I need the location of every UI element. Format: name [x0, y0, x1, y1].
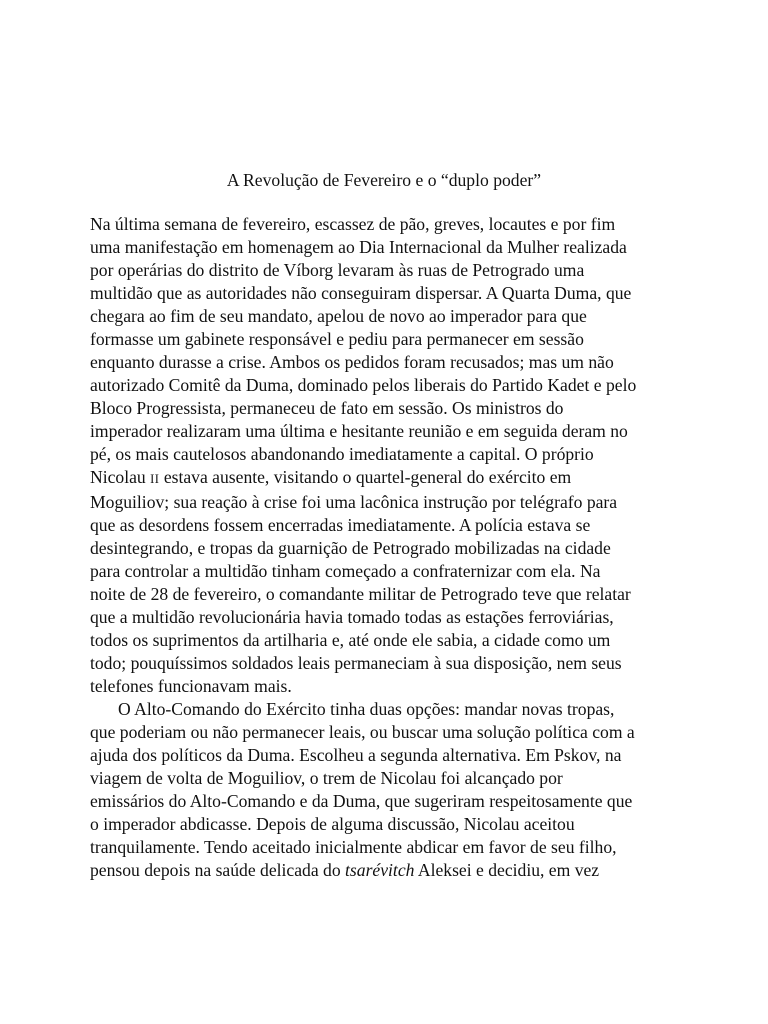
text-line: desintegrando, e tropas da guarnição de Petrogrado mobilizadas na cidade	[90, 538, 611, 558]
text-line: todo; pouquíssimos soldados leais permaneciam à sua disposição, nem seus	[90, 653, 622, 673]
text-line: O Alto-Comando do Exército tinha duas opções: mandar novas tropas,	[118, 699, 615, 719]
text-line: viagem de volta de Moguiliov, o trem de Nicolau foi alcançado por	[90, 768, 563, 788]
text-line: por operárias do distrito de Víborg levaram às ruas de Petrogrado uma	[90, 260, 585, 280]
text-line	[90, 466, 680, 491]
text-line: imperador realizaram uma última e hesitante reunião e em seguida deram no	[90, 421, 628, 441]
text-line: pé, os mais cautelosos abandonando imediatamente a capital. O próprio	[90, 444, 594, 464]
text-line: Bloco Progressista, permaneceu de fato em sessão. Os ministros do	[90, 398, 564, 418]
text-line: que as desordens fossem encerradas imediatamente. A polícia estava se	[90, 515, 591, 535]
text-line: para controlar a multidão tinham começado a confraternizar com ela. Na	[90, 561, 601, 581]
italic-term: tsarévitch	[345, 860, 415, 880]
chapter-title: A Revolução de Fevereiro e o “duplo poder”	[226, 170, 542, 190]
text-line: tranquilamente. Tendo aceitado inicialmente abdicar em favor de seu filho,	[90, 837, 617, 857]
text-line: chegara ao fim de seu mandato, apelou de novo ao imperador para que	[90, 306, 587, 326]
text-line: multidão que as autoridades não conseguiram dispersar. A Quarta Duma, que	[90, 283, 632, 303]
text-segment: Aleksei e decidiu, em vez	[414, 860, 600, 880]
text-line: Na última semana de fevereiro, escassez de pão, greves, locautes e por fim	[90, 214, 616, 234]
text-segment: estava ausente, visitando o quartel-general do exército em	[159, 467, 572, 487]
text-segment: Nicolau	[90, 467, 151, 487]
text-line: emissários do Alto-Comando e da Duma, que sugeriram respeitosamente que	[90, 791, 633, 811]
text-line: enquanto durasse a crise. Ambos os pedidos foram recusados; mas um não	[90, 352, 614, 372]
text-line: uma manifestação em homenagem ao Dia Internacional da Mulher realizada	[90, 237, 627, 257]
text-line: que poderiam ou não permanecer leais, ou buscar uma solução política com a	[90, 722, 635, 742]
text-line: noite de 28 de fevereiro, o comandante militar de Petrogrado teve que relatar	[90, 584, 631, 604]
text-line: formasse um gabinete responsável e pediu para permanecer em sessão	[90, 329, 584, 349]
text-line: que a multidão revolucionária havia tomado todas as estações ferroviárias,	[90, 607, 614, 627]
paragraph-1	[90, 213, 680, 698]
text-line: o imperador abdicasse. Depois de alguma discussão, Nicolau aceitou	[90, 814, 575, 834]
text-line: autorizado Comitê da Duma, dominado pelos liberais do Partido Kadet e pelo	[90, 375, 637, 395]
text-line: telefones funcionavam mais.	[90, 676, 292, 696]
text-segment: pensou depois na saúde delicada do	[90, 860, 346, 880]
text-line: Moguiliov; sua reação à crise foi uma lacônica instrução por telégrafo para	[90, 492, 618, 512]
text-line: ajuda dos políticos da Duma. Escolheu a segunda alternativa. Em Pskov, na	[90, 745, 622, 765]
text-line: todos os suprimentos da artilharia e, até onde ele sabia, a cidade como um	[90, 630, 611, 650]
text-line	[90, 859, 680, 882]
regnal-number: II	[150, 472, 160, 486]
paragraph-2	[90, 698, 680, 882]
body-text	[90, 213, 680, 882]
